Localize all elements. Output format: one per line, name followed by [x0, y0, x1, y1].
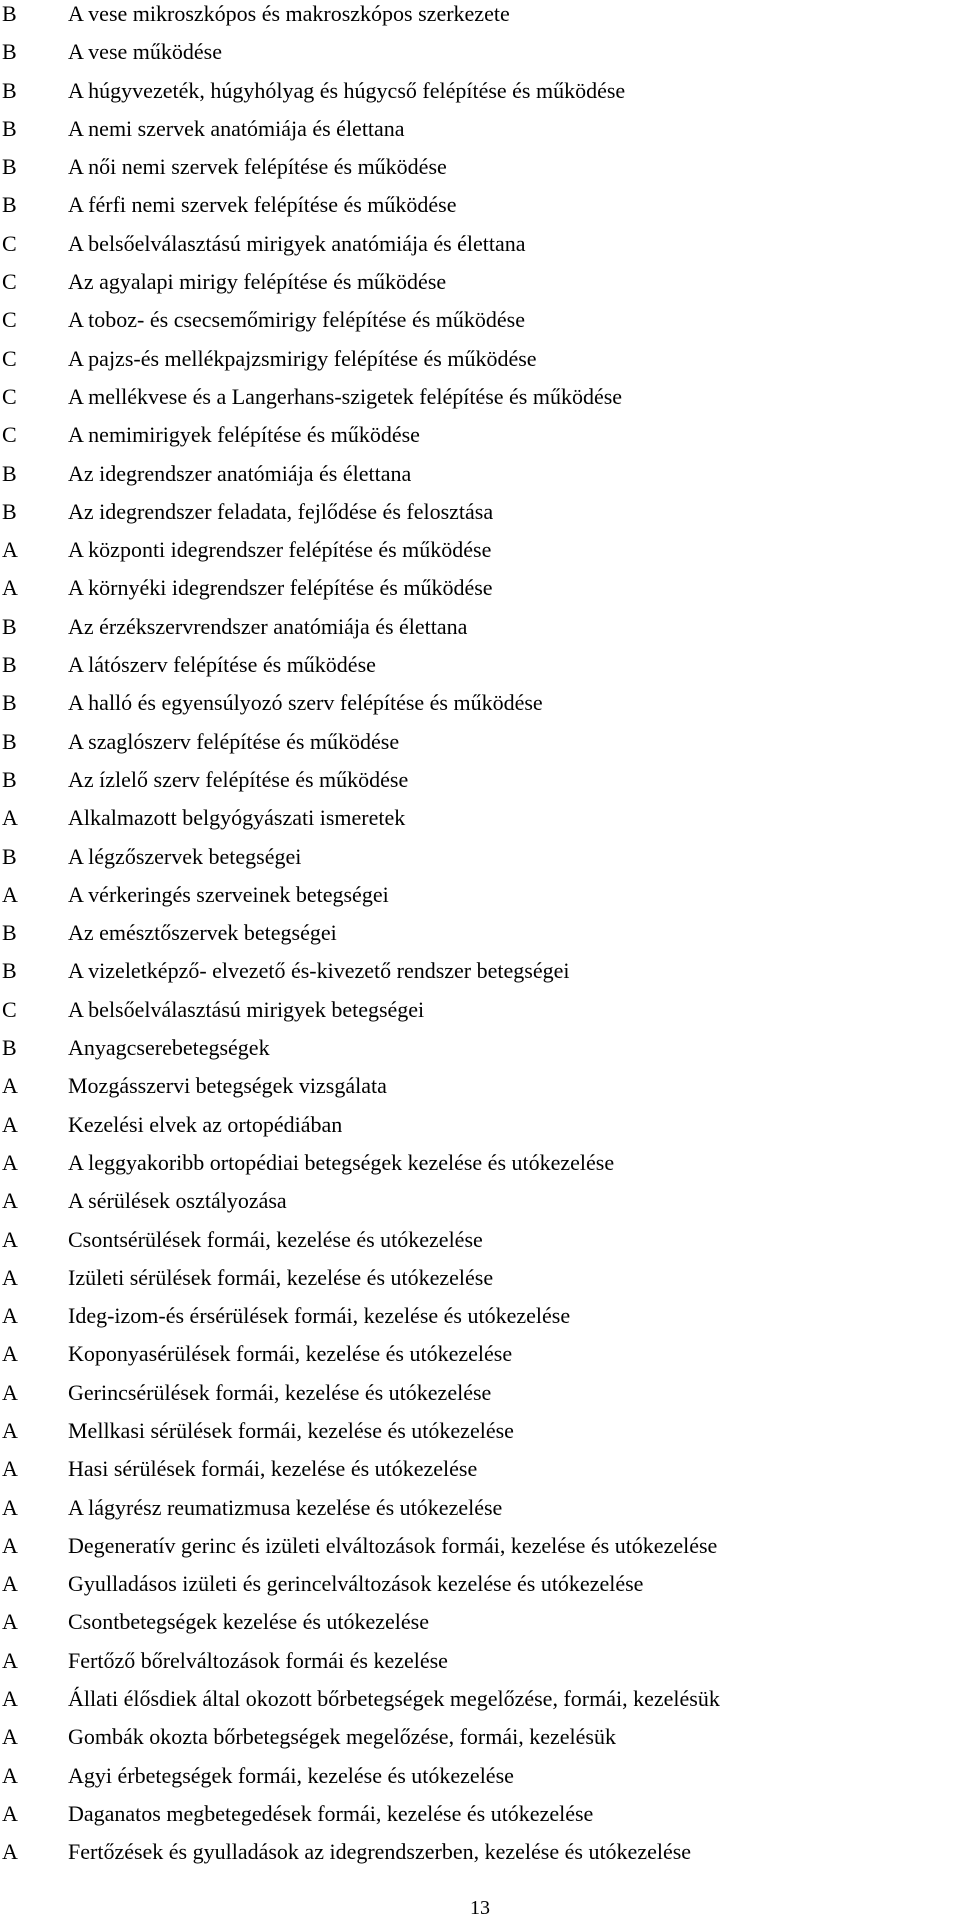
- topic-text: Mozgásszervi betegségek vizsgálata: [68, 1073, 387, 1099]
- topic-text: A belsőelválasztású mirigyek betegségei: [68, 996, 425, 1022]
- topic-text: Az érzékszervrendszer anatómiája és élettana: [68, 613, 468, 639]
- topic-text: Kezelési elvek az ortopédiában: [68, 1111, 343, 1137]
- topic-text: Koponyasérülések formái, kezelése és utókezelése: [68, 1341, 513, 1367]
- level-code: A: [2, 1149, 18, 1175]
- level-code: A: [2, 1762, 18, 1788]
- level-code: A: [2, 537, 18, 563]
- level-code: A: [2, 1839, 18, 1865]
- level-code: B: [2, 192, 17, 218]
- topic-text: A vizeletképző- elvezető és-kivezető rendszer betegségei: [68, 958, 570, 984]
- level-code: C: [2, 230, 17, 256]
- list-item: [2, 1417, 958, 1455]
- topic-text: A nemimirigyek felépítése és működése: [68, 422, 420, 448]
- list-item: [2, 843, 958, 881]
- list-item: [2, 1494, 958, 1532]
- level-code: B: [2, 154, 17, 180]
- topic-text: Fertőző bőrelváltozások formái és kezelése: [68, 1647, 448, 1673]
- list-item: [2, 460, 958, 498]
- list-item: [2, 1072, 958, 1110]
- topic-text: A látószerv felépítése és működése: [68, 652, 376, 678]
- level-code: A: [2, 881, 18, 907]
- level-code: A: [2, 805, 18, 831]
- topic-text: A lágyrész reumatizmusa kezelése és utókezelése: [68, 1494, 503, 1520]
- level-code: A: [2, 1303, 18, 1329]
- level-code: A: [2, 1073, 18, 1099]
- level-code: A: [2, 1647, 18, 1673]
- list-item: [2, 1685, 958, 1723]
- level-code: B: [2, 766, 17, 792]
- list-item: [2, 574, 958, 612]
- level-code: A: [2, 1226, 18, 1252]
- topic-text: A nemi szervek anatómiája és élettana: [68, 115, 405, 141]
- list-item: [2, 0, 958, 38]
- topic-text: A mellékvese és a Langerhans-szigetek felépítése és működése: [68, 383, 623, 409]
- topic-text: Mellkasi sérülések formái, kezelése és utókezelése: [68, 1417, 514, 1443]
- level-code: A: [2, 1264, 18, 1290]
- topic-text: Hasi sérülések formái, kezelése és utókezelése: [68, 1456, 478, 1482]
- level-code: A: [2, 1571, 18, 1597]
- level-code: A: [2, 1188, 18, 1214]
- page-number: 13: [470, 1897, 490, 1919]
- list-item: [2, 153, 958, 191]
- level-code: A: [2, 1724, 18, 1750]
- list-item: [2, 957, 958, 995]
- topic-text: Az idegrendszer feladata, fejlődése és felosztása: [68, 498, 494, 524]
- topic-text: Anyagcserebetegségek: [68, 1035, 270, 1061]
- topic-text: A vérkeringés szerveinek betegségei: [68, 881, 389, 907]
- level-code: A: [2, 1494, 18, 1520]
- list-item: [2, 1608, 958, 1646]
- list-item: [2, 421, 958, 459]
- list-item: [2, 1187, 958, 1225]
- level-code: B: [2, 77, 17, 103]
- level-code: B: [2, 843, 17, 869]
- topic-text: A női nemi szervek felépítése és működése: [68, 154, 447, 180]
- list-item: [2, 728, 958, 766]
- level-code: B: [2, 460, 17, 486]
- topic-text: A halló és egyensúlyozó szerv felépítése és működése: [68, 690, 543, 716]
- level-code: A: [2, 1417, 18, 1443]
- topic-text: A vese mikroszkópos és makroszkópos szerkezete: [68, 1, 510, 26]
- level-code: B: [2, 728, 17, 754]
- level-code: B: [2, 1035, 17, 1061]
- list-item: [2, 1379, 958, 1417]
- list-item: [2, 1570, 958, 1608]
- level-code: A: [2, 1532, 18, 1558]
- level-code: B: [2, 958, 17, 984]
- topic-text: Csontbetegségek kezelése és utókezelése: [68, 1609, 430, 1635]
- topic-text: Alkalmazott belgyógyászati ismeretek: [68, 805, 406, 831]
- list-item: [2, 996, 958, 1034]
- topic-text: A környéki idegrendszer felépítése és működése: [68, 575, 493, 601]
- topic-text: Csontsérülések formái, kezelése és utókezelése: [68, 1226, 483, 1252]
- topic-text: Az ízlelő szerv felépítése és működése: [68, 766, 409, 792]
- topic-text: Izületi sérülések formái, kezelése és utókezelése: [68, 1264, 494, 1290]
- topic-text: A vese működése: [68, 39, 222, 65]
- level-code: C: [2, 996, 17, 1022]
- list-item: [2, 613, 958, 651]
- list-item: [2, 345, 958, 383]
- list-item: [2, 77, 958, 115]
- list-item: [2, 919, 958, 957]
- level-code: B: [2, 1, 17, 26]
- list-item: [2, 804, 958, 842]
- level-code: A: [2, 1686, 18, 1712]
- topic-text: A húgyvezeték, húgyhólyag és húgycső felépítése és működése: [68, 77, 626, 103]
- topic-text: Állati élősdiek által okozott bőrbetegségek megelőzése, formái, kezelésük: [68, 1686, 720, 1712]
- list-item: [2, 1838, 958, 1876]
- level-code: A: [2, 1111, 18, 1137]
- level-code: A: [2, 575, 18, 601]
- topic-text: Agyi érbetegségek formái, kezelése és utókezelése: [68, 1762, 514, 1788]
- topic-text: Ideg-izom-és érsérülések formái, kezelése és utókezelése: [68, 1303, 571, 1329]
- topic-text: Gombák okozta bőrbetegségek megelőzése, formái, kezelésük: [68, 1724, 616, 1750]
- list-item: [2, 115, 958, 153]
- list-item: [2, 1532, 958, 1570]
- topic-text: A központi idegrendszer felépítése és működése: [68, 537, 492, 563]
- list-item: [2, 1762, 958, 1800]
- topic-text: Az emésztőszervek betegségei: [68, 920, 337, 946]
- level-code: C: [2, 269, 17, 295]
- level-code: C: [2, 422, 17, 448]
- level-code: A: [2, 1341, 18, 1367]
- level-code: B: [2, 115, 17, 141]
- level-code: A: [2, 1609, 18, 1635]
- list-item: [2, 1149, 958, 1187]
- topic-list: [2, 0, 958, 1877]
- list-item: [2, 536, 958, 574]
- topic-text: Gyulladásos izületi és gerincelváltozások kezelése és utókezelése: [68, 1571, 644, 1597]
- list-item: [2, 1264, 958, 1302]
- topic-text: Az agyalapi mirigy felépítése és működése: [68, 269, 447, 295]
- level-code: C: [2, 383, 17, 409]
- list-item: [2, 1302, 958, 1340]
- list-item: [2, 1111, 958, 1149]
- topic-text: Az idegrendszer anatómiája és élettana: [68, 460, 412, 486]
- topic-text: Gerincsérülések formái, kezelése és utókezelése: [68, 1379, 492, 1405]
- level-code: A: [2, 1456, 18, 1482]
- topic-text: A sérülések osztályozása: [68, 1188, 287, 1214]
- level-code: B: [2, 613, 17, 639]
- list-item: [2, 268, 958, 306]
- topic-text: Fertőzések és gyulladások az idegrendszerben, kezelése és utókezelése: [68, 1839, 692, 1865]
- list-item: [2, 498, 958, 536]
- list-item: [2, 1340, 958, 1378]
- level-code: B: [2, 39, 17, 65]
- list-item: [2, 191, 958, 229]
- topic-text: A belsőelválasztású mirigyek anatómiája és élettana: [68, 230, 526, 256]
- list-item: [2, 38, 958, 76]
- list-item: [2, 306, 958, 344]
- list-item: [2, 881, 958, 919]
- topic-text: A leggyakoribb ortopédiai betegségek kezelése és utókezelése: [68, 1149, 615, 1175]
- list-item: [2, 689, 958, 727]
- topic-text: A szaglószerv felépítése és működése: [68, 728, 400, 754]
- list-item: [2, 1226, 958, 1264]
- topic-text: A pajzs-és mellékpajzsmirigy felépítése és működése: [68, 345, 537, 371]
- level-code: C: [2, 345, 17, 371]
- level-code: C: [2, 307, 17, 333]
- list-item: [2, 1647, 958, 1685]
- level-code: A: [2, 1379, 18, 1405]
- list-item: [2, 1800, 958, 1838]
- level-code: B: [2, 498, 17, 524]
- topic-text: Degeneratív gerinc és izületi elváltozások formái, kezelése és utókezelése: [68, 1532, 718, 1558]
- list-item: [2, 230, 958, 268]
- level-code: B: [2, 690, 17, 716]
- topic-text: A toboz- és csecsemőmirigy felépítése és működése: [68, 307, 525, 333]
- list-item: [2, 651, 958, 689]
- topic-text: A férfi nemi szervek felépítése és működése: [68, 192, 457, 218]
- list-item: [2, 766, 958, 804]
- list-item: [2, 1455, 958, 1493]
- level-code: A: [2, 1800, 18, 1826]
- level-code: B: [2, 920, 17, 946]
- list-item: [2, 1034, 958, 1072]
- list-item: [2, 383, 958, 421]
- level-code: B: [2, 652, 17, 678]
- topic-text: Daganatos megbetegedések formái, kezelése és utókezelése: [68, 1800, 594, 1826]
- list-item: [2, 1723, 958, 1761]
- topic-text: A légzőszervek betegségei: [68, 843, 302, 869]
